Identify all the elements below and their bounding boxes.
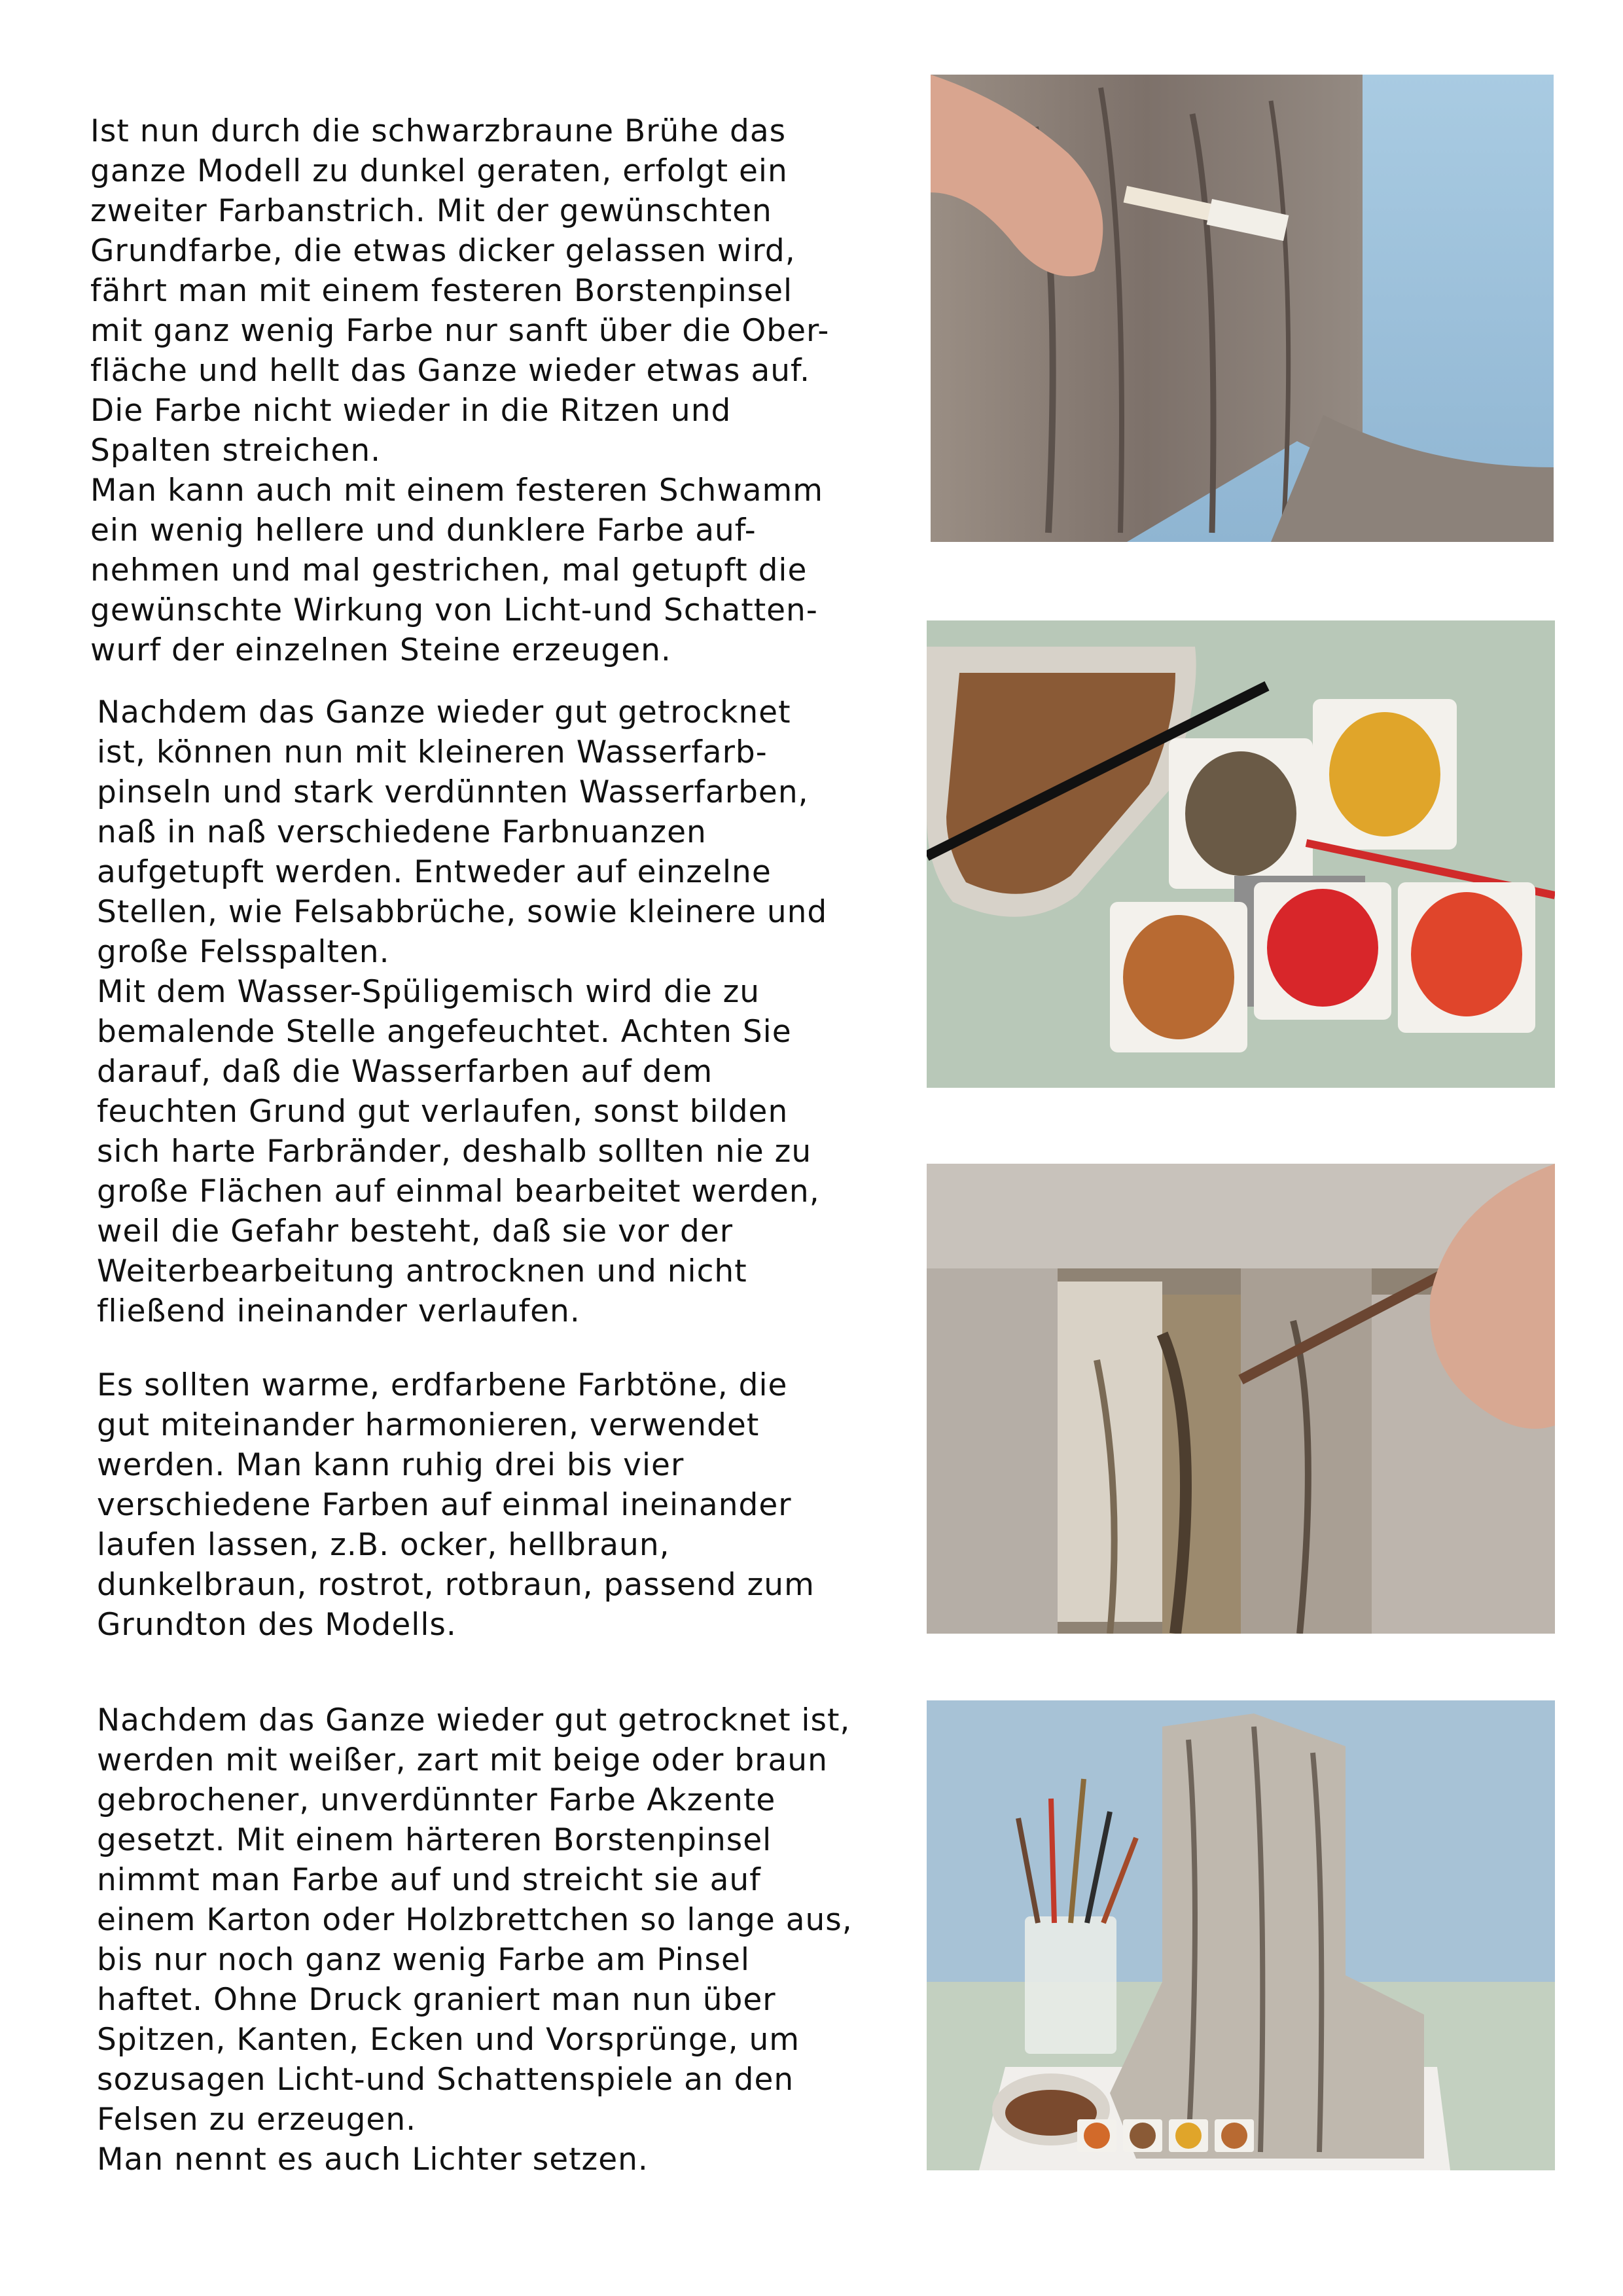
- paragraph-1-line: Spalten streichen.: [90, 433, 382, 469]
- paragraph-2-line: fließend ineinander verlaufen.: [97, 1293, 580, 1329]
- paragraph-1-line: Ist nun durch die schwarzbraune Brühe das: [90, 113, 787, 149]
- paragraph-2-line: große Felsspalten.: [97, 934, 390, 970]
- paragraph-4-line: gesetzt. Mit einem härteren Borstenpinsel: [97, 1822, 772, 1858]
- paragraph-2-line: aufgetupft werden. Entweder auf einzelne: [97, 854, 772, 890]
- paragraph-3-line: laufen lassen, z.B. ocker, hellbraun,: [97, 1527, 670, 1563]
- paragraph-1-line: Grundfarbe, die etwas dicker gelassen wird,: [90, 233, 796, 269]
- photo-paint-pans: [927, 620, 1555, 1088]
- paragraph-1-line: fährt man mit einem festeren Borstenpinsel: [90, 273, 793, 309]
- paragraph-1: [90, 111, 829, 670]
- paragraph-4-line: Man nennt es auch Lichter setzen.: [97, 2142, 649, 2178]
- photo-rock-detail-image: [927, 1164, 1555, 1634]
- paragraph-2-line: pinseln und stark verdünnten Wasserfarben,: [97, 774, 809, 810]
- paragraph-4-line: einem Karton oder Holzbrettchen so lange aus,: [97, 1902, 853, 1938]
- paragraph-2-line: bemalende Stelle angefeuchtet. Achten Sie: [97, 1014, 792, 1050]
- paragraph-2-line: sich harte Farbränder, deshalb sollten nie zu: [97, 1134, 812, 1170]
- paragraph-4-line: gebrochener, unverdünnter Farbe Akzente: [97, 1782, 776, 1818]
- paragraph-1-line: mit ganz wenig Farbe nur sanft über die Ober-: [90, 313, 830, 349]
- paragraph-1-line: Die Farbe nicht wieder in die Ritzen und: [90, 393, 732, 429]
- paragraph-2-line: weil die Gefahr besteht, daß sie vor der: [97, 1213, 734, 1249]
- paragraph-1-line: ganze Modell zu dunkel geraten, erfolgt ein: [90, 153, 788, 189]
- paragraph-4-line: Felsen zu erzeugen.: [97, 2102, 417, 2138]
- paragraph-4-line: bis nur noch ganz wenig Farbe am Pinsel: [97, 1942, 750, 1978]
- paragraph-2-line: feuchten Grund gut verlaufen, sonst bilden: [97, 1094, 789, 1130]
- paragraph-3-line: verschiedene Farben auf einmal ineinander: [97, 1487, 792, 1523]
- paragraph-3: [97, 1365, 815, 1645]
- paragraph-2-line: ist, können nun mit kleineren Wasserfarb-: [97, 734, 768, 770]
- paragraph-1-line: wurf der einzelnen Steine erzeugen.: [90, 632, 671, 668]
- paragraph-3-line: Grundton des Modells.: [97, 1607, 457, 1643]
- paragraph-1-line: nehmen und mal gestrichen, mal getupft die: [90, 552, 808, 588]
- paragraph-1-line: gewünschte Wirkung von Licht-und Schatten-: [90, 592, 818, 628]
- photo-finished-model-image: [927, 1700, 1555, 2170]
- paragraph-1-line: ein wenig hellere und dunklere Farbe auf-: [90, 512, 757, 548]
- photo-rock-brush-image: [931, 75, 1554, 542]
- paragraph-4: [97, 1700, 853, 2179]
- photo-finished-model: [927, 1700, 1555, 2170]
- paragraph-2: [97, 692, 827, 1331]
- paragraph-4-line: sozusagen Licht-und Schattenspiele an den: [97, 2062, 794, 2098]
- paragraph-1-line: Man kann auch mit einem festeren Schwamm: [90, 473, 824, 509]
- paragraph-2-line: Mit dem Wasser-Spüligemisch wird die zu: [97, 974, 760, 1010]
- paragraph-2-line: Stellen, wie Felsabbrüche, sowie kleinere und: [97, 894, 828, 930]
- paragraph-1-line: fläche und hellt das Ganze wieder etwas auf.: [90, 353, 811, 389]
- paragraph-2-line: Weiterbearbeitung antrocknen und nicht: [97, 1253, 747, 1289]
- paragraph-4-line: Nachdem das Ganze wieder gut getrocknet ist,: [97, 1702, 851, 1738]
- paragraph-2-line: darauf, daß die Wasserfarben auf dem: [97, 1054, 713, 1090]
- paragraph-1-line: zweiter Farbanstrich. Mit der gewünschten: [90, 193, 772, 229]
- photo-rock-detail: [927, 1164, 1555, 1634]
- paragraph-2-line: Nachdem das Ganze wieder gut getrocknet: [97, 694, 791, 730]
- paragraph-2-line: naß in naß verschiedene Farbnuanzen: [97, 814, 707, 850]
- paragraph-3-line: dunkelbraun, rostrot, rotbraun, passend zum: [97, 1567, 815, 1603]
- paragraph-4-line: haftet. Ohne Druck graniert man nun über: [97, 1982, 776, 2018]
- paragraph-3-line: werden. Man kann ruhig drei bis vier: [97, 1447, 685, 1483]
- paragraph-3-line: Es sollten warme, erdfarbene Farbtöne, die: [97, 1367, 788, 1403]
- photo-paint-pans-image: [927, 620, 1555, 1088]
- paragraph-4-line: werden mit weißer, zart mit beige oder braun: [97, 1742, 828, 1778]
- paragraph-4-line: Spitzen, Kanten, Ecken und Vorsprünge, um: [97, 2022, 800, 2058]
- paragraph-2-line: große Flächen auf einmal bearbeitet werden,: [97, 1174, 820, 1210]
- paragraph-4-line: nimmt man Farbe auf und streicht sie auf: [97, 1862, 761, 1898]
- paragraph-3-line: gut miteinander harmonieren, verwendet: [97, 1407, 760, 1443]
- photo-rock-brush: [931, 75, 1554, 542]
